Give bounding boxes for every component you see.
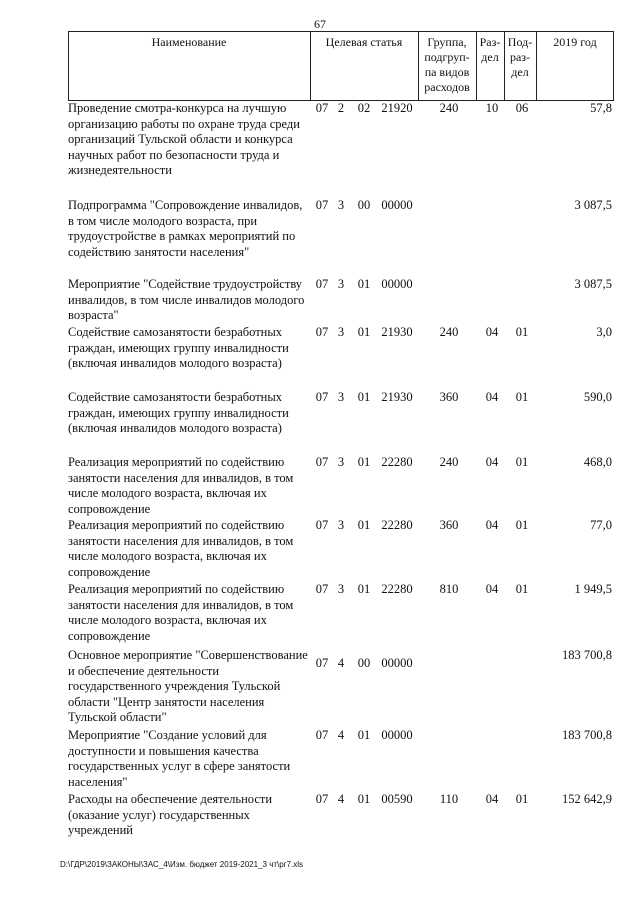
row-cs-program: 07 (315, 518, 329, 532)
row-cs-subprogram: 4 (337, 792, 345, 806)
row-cs-code: 00000 (381, 198, 413, 212)
file-path-footer: D:\ГДР\2019\ЗАКОНЫ\ЗАС_4\Изм. бюджет 2019-2021_3 чт\рг7.xls (60, 860, 304, 869)
header-group-line: па видов (424, 65, 470, 79)
row-name: Реализация мероприятий по содействию занятости населения для инвалидов, в том числе молодого возраста, включая их сопровождение (68, 582, 294, 643)
row-name: Содействие самозанятости безработных граждан, имеющих группу инвалидности (включая инвалидов молодого возраста) (68, 390, 289, 435)
row-name: Подпрограмма "Сопровождение инвалидов, в том числе молодого возраста, при трудоустройстве в рамках мероприятий по содействию занятости населения" (68, 198, 303, 259)
row-cs-event: 00 (357, 656, 371, 670)
header-divider (613, 31, 614, 100)
row-cs-program: 07 (315, 728, 329, 742)
row-cs-event: 01 (357, 325, 371, 339)
row-cs-subprogram: 3 (337, 325, 345, 339)
header-razdel-line: дел (481, 50, 499, 64)
header-divider (504, 31, 505, 100)
row-amount: 3 087,5 (574, 277, 612, 291)
row-amount: 183 700,8 (562, 648, 612, 662)
row-podrazdel: 01 (515, 390, 529, 404)
row-cs-subprogram: 3 (337, 518, 345, 532)
row-podrazdel: 01 (515, 582, 529, 596)
row-podrazdel: 01 (515, 792, 529, 806)
row-cs-subprogram: 4 (337, 656, 345, 670)
header-divider (476, 31, 477, 100)
row-cs-event: 01 (357, 277, 371, 291)
header-podrazdel-line: раз- (509, 50, 531, 64)
header-divider (68, 31, 69, 100)
row-cs-program: 07 (315, 582, 329, 596)
header-target: Целевая статья (325, 35, 403, 49)
header-group (418, 32, 476, 100)
row-cs-event: 02 (357, 101, 371, 115)
row-razdel: 04 (485, 325, 499, 339)
row-cs-subprogram: 2 (337, 101, 345, 115)
row-cs-code: 21930 (381, 390, 413, 404)
header-group-line: подгруп- (424, 50, 470, 64)
row-cs-code: 22280 (381, 455, 413, 469)
row-cs-event: 01 (357, 582, 371, 596)
row-cs-code: 00000 (381, 728, 413, 742)
row-cs-program: 07 (315, 198, 329, 212)
row-podrazdel: 01 (515, 518, 529, 532)
row-razdel: 04 (485, 455, 499, 469)
row-cs-subprogram: 3 (337, 277, 345, 291)
row-amount: 152 642,9 (562, 792, 612, 806)
row-cs-program: 07 (315, 656, 329, 670)
row-razdel: 10 (485, 101, 499, 115)
row-cs-code: 00590 (381, 792, 413, 806)
row-group: 240 (439, 325, 459, 339)
row-amount: 468,0 (583, 455, 612, 469)
header-divider (310, 31, 311, 100)
row-group: 240 (439, 101, 459, 115)
row-razdel: 04 (485, 792, 499, 806)
row-cs-code: 21920 (381, 101, 413, 115)
row-name: Мероприятие "Содействие трудоустройству инвалидов, в том числе инвалидов молодого возраста" (68, 277, 305, 322)
header-name: Наименование (151, 35, 227, 49)
header-year: 2019 год (553, 35, 597, 49)
row-cs-event: 00 (357, 198, 371, 212)
row-amount: 77,0 (590, 518, 612, 532)
row-amount: 183 700,8 (562, 728, 612, 742)
row-cs-code: 22280 (381, 582, 413, 596)
row-group: 240 (439, 455, 459, 469)
row-amount: 57,8 (590, 101, 612, 115)
row-cs-code: 00000 (381, 277, 413, 291)
header-divider (418, 31, 419, 100)
row-podrazdel: 01 (515, 455, 529, 469)
row-cs-subprogram: 4 (337, 728, 345, 742)
row-cs-program: 07 (315, 101, 329, 115)
row-name: Проведение смотра-конкурса на лучшую организацию работы по охране труда среди организаций Тульской области и конкурса научных работ по безопасности труда и жизнедеятельности (68, 101, 300, 177)
header-divider (536, 31, 537, 100)
row-podrazdel: 01 (515, 325, 529, 339)
header-razdel-line: Раз- (479, 35, 501, 49)
row-group: 110 (439, 792, 459, 806)
header-podrazdel (504, 32, 536, 100)
row-cs-event: 01 (357, 518, 371, 532)
row-cs-code: 00000 (381, 656, 413, 670)
page-number: 67 (314, 17, 326, 31)
header-podrazdel-line: Под- (507, 35, 533, 49)
row-cs-program: 07 (315, 390, 329, 404)
row-name: Реализация мероприятий по содействию занятости населения для инвалидов, в том числе молодого возраста, включая их сопровождение (68, 518, 294, 579)
row-name: Расходы на обеспечение деятельности (оказание услуг) государственных учреждений (68, 792, 273, 837)
row-razdel: 04 (485, 390, 499, 404)
table-header (68, 31, 614, 101)
row-group: 810 (439, 582, 459, 596)
row-name: Основное мероприятие "Совершенствование и обеспечение деятельности государственного учреждения Тульской области "Центр занятости населения Тульской области" (68, 648, 308, 724)
row-cs-subprogram: 3 (337, 198, 345, 212)
row-razdel: 04 (485, 582, 499, 596)
row-cs-subprogram: 3 (337, 582, 345, 596)
row-amount: 590,0 (583, 390, 612, 404)
row-name: Содействие самозанятости безработных граждан, имеющих группу инвалидности (включая инвалидов молодого возраста) (68, 325, 289, 370)
row-podrazdel: 06 (515, 101, 529, 115)
header-razdel (476, 32, 504, 100)
row-cs-event: 01 (357, 455, 371, 469)
row-cs-event: 01 (357, 728, 371, 742)
header-group-line: расходов (424, 80, 470, 94)
header-podrazdel-line: дел (511, 65, 529, 79)
row-name: Мероприятие "Создание условий для доступности и повышения качества государственных услуг в сфере занятости населения" (68, 728, 291, 789)
row-cs-code: 21930 (381, 325, 413, 339)
header-group-line: Группа, (427, 35, 467, 49)
row-cs-program: 07 (315, 455, 329, 469)
row-amount: 3 087,5 (574, 198, 612, 212)
row-group: 360 (439, 518, 459, 532)
row-cs-subprogram: 3 (337, 455, 345, 469)
row-cs-event: 01 (357, 390, 371, 404)
row-cs-program: 07 (315, 325, 329, 339)
row-razdel: 04 (485, 518, 499, 532)
row-amount: 1 949,5 (574, 582, 612, 596)
row-group: 360 (439, 390, 459, 404)
row-cs-code: 22280 (381, 518, 413, 532)
row-cs-subprogram: 3 (337, 390, 345, 404)
row-name: Реализация мероприятий по содействию занятости населения для инвалидов, в том числе молодого возраста, включая их сопровождение (68, 455, 294, 516)
row-cs-program: 07 (315, 277, 329, 291)
row-cs-program: 07 (315, 792, 329, 806)
row-amount: 3,0 (596, 325, 612, 339)
row-cs-event: 01 (357, 792, 371, 806)
